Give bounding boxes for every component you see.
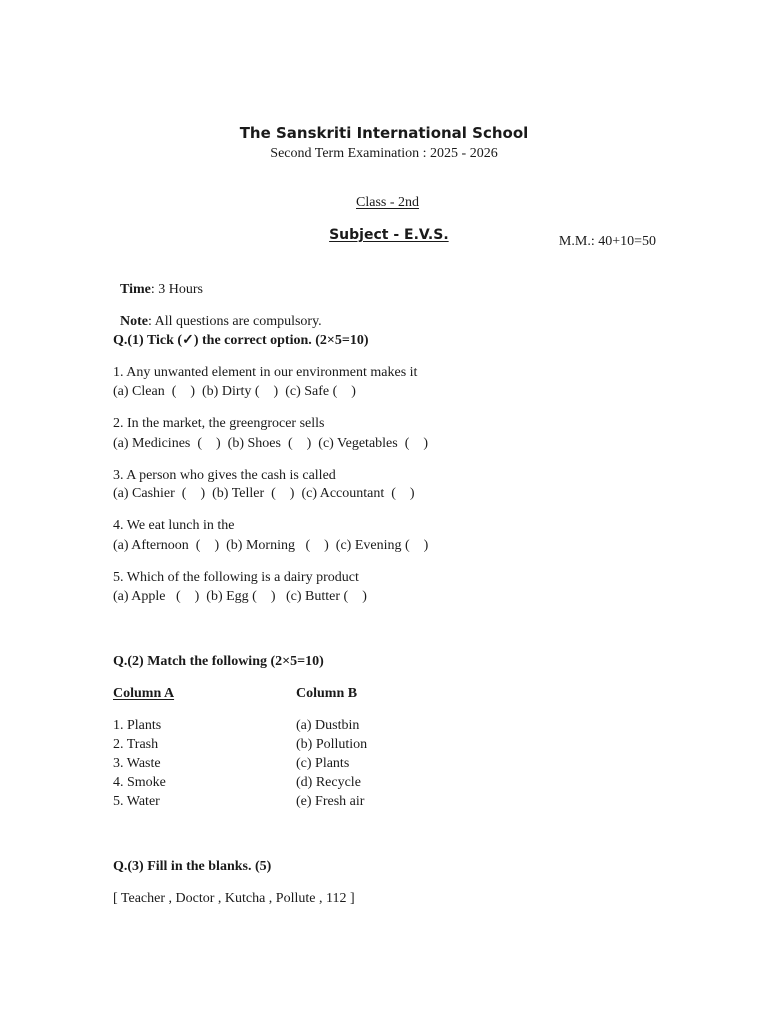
school-name: The Sanskriti International School — [239, 124, 529, 142]
exam-title: Second Term Examination : 2025 - 2026 — [270, 146, 498, 161]
subject-text: Subject - E.V.S. — [329, 227, 449, 243]
column-b-item-3: (c) Plants — [296, 756, 350, 771]
column-b-item-5: (e) Fresh air — [296, 794, 365, 809]
q2-title: Q.(2) Match the following (2×5=10) — [113, 654, 324, 669]
class-label — [0, 179, 768, 211]
column-a-item-3: 3. Waste — [113, 756, 161, 771]
time-value: : 3 Hours — [150, 282, 203, 297]
max-marks: M.M.: 40+10=50 — [558, 234, 656, 249]
q1-options-3: (a) Cashier ( ) (b) Teller ( ) (c) Accountant ( ) — [113, 486, 415, 501]
column-a-header: Column A — [113, 686, 175, 701]
q1-question-4: 4. We eat lunch in the — [113, 518, 235, 533]
column-b-header: Column B — [296, 686, 358, 701]
q1-question-3: 3. A person who gives the cash is called — [113, 468, 336, 483]
q1-question-1: 1. Any unwanted element in our environment makes it — [113, 365, 418, 380]
column-a-item-4: 4. Smoke — [113, 775, 166, 790]
column-b-item-4: (d) Recycle — [296, 775, 361, 790]
time-label: Time — [120, 282, 151, 297]
q1-options-2: (a) Medicines ( ) (b) Shoes ( ) (c) Vegetables ( ) — [113, 436, 429, 451]
column-b-item-1: (a) Dustbin — [296, 718, 360, 733]
q1-question-2: 2. In the market, the greengrocer sells — [113, 416, 325, 431]
column-b-item-2: (b) Pollution — [296, 737, 368, 752]
q3-title: Q.(3) Fill in the blanks. (5) — [113, 859, 272, 874]
note-label: Note — [120, 314, 148, 329]
q1-options-4: (a) Afternoon ( ) (b) Morning ( ) (c) Evening ( ) — [113, 538, 429, 553]
q1-options-1: (a) Clean ( ) (b) Dirty ( ) (c) Safe ( ) — [113, 384, 356, 399]
q1-options-5: (a) Apple ( ) (b) Egg ( ) (c) Butter ( ) — [113, 589, 367, 604]
time-line — [113, 266, 203, 298]
column-a-item-1: 1. Plants — [113, 718, 162, 733]
column-a-item-2: 2. Trash — [113, 737, 159, 752]
word-bank: [ Teacher , Doctor , Kutcha , Pollute , 112 ] — [113, 891, 355, 906]
q1-question-5: 5. Which of the following is a dairy product — [113, 570, 359, 585]
column-a-item-5: 5. Water — [113, 794, 160, 809]
class-text: Class - 2nd — [356, 195, 419, 210]
note-line — [113, 298, 322, 330]
q1-title: Q.(1) Tick (✓) the correct option. (2×5=10) — [113, 333, 369, 348]
note-value: : All questions are compulsory. — [148, 314, 322, 329]
